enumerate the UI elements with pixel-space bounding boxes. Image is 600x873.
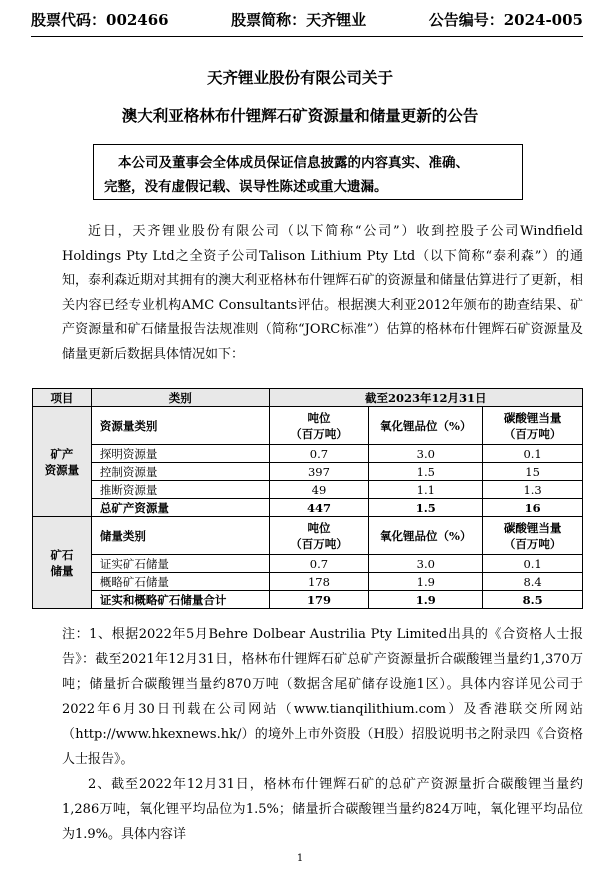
- notes-section: [62, 622, 583, 847]
- resource-reserve-table: [32, 388, 583, 609]
- resource-cat-header: 资源量类别: [91, 407, 269, 445]
- resource-total-row: [33, 499, 583, 517]
- row-lce: 0.1: [483, 445, 583, 463]
- row-tonnage: 178: [269, 573, 369, 591]
- announcement-header: [31, 9, 583, 31]
- resource-grade-header: 氧化锂品位（%）: [369, 407, 483, 445]
- row-tonnage: 179: [269, 591, 369, 609]
- row-category: 推断资源量: [91, 481, 269, 499]
- row-tonnage: 49: [269, 481, 369, 499]
- reserve-cat-header: 储量类别: [91, 517, 269, 555]
- reserve-subheader-row: [33, 517, 583, 555]
- row-grade: 1.5: [369, 499, 483, 517]
- row-tonnage: 0.7: [269, 555, 369, 573]
- row-lce: 0.1: [483, 555, 583, 573]
- row-grade: 3.0: [369, 555, 483, 573]
- stock-code: 股票代码：002466: [31, 11, 169, 29]
- row-grade: 1.9: [369, 573, 483, 591]
- table-row: [33, 573, 583, 591]
- reserve-group-label: 矿石 储量: [33, 517, 92, 609]
- row-lce: 1.3: [483, 481, 583, 499]
- resource-group-label: 矿产 资源量: [33, 407, 92, 517]
- resource-subheader-row: [33, 407, 583, 445]
- row-category: 总矿产资源量: [91, 499, 269, 517]
- title-line-2: 澳大利亚格林布什锂辉石矿资源量和储量更新的公告: [121, 106, 479, 125]
- page-number: 1: [296, 853, 304, 864]
- row-grade: 3.0: [369, 445, 483, 463]
- col-header-item: 项目: [33, 389, 92, 407]
- row-category: 探明资源量: [91, 445, 269, 463]
- reserve-grade-header: 氧化锂品位（%）: [369, 517, 483, 555]
- resource-lce-header: 碳酸锂当量 （百万吨）: [483, 407, 583, 445]
- stock-name: 股票简称：天齐锂业: [231, 11, 367, 29]
- table-row: [33, 481, 583, 499]
- row-tonnage: 447: [269, 499, 369, 517]
- reserve-lce-header: 碳酸锂当量 （百万吨）: [483, 517, 583, 555]
- table-row: [33, 463, 583, 481]
- note-2: 2、截至2022年12月31日，格林布什锂辉石矿的总矿产资源量折合碳酸锂当量约1,286万吨，氧化锂平均品位为1.5%；储量折合碳酸锂当量约824万吨，氧化锂平均品位为1.9%。具体内容详: [62, 777, 583, 842]
- row-grade: 1.9: [369, 591, 483, 609]
- row-category: 证实和概略矿石储量合计: [91, 591, 269, 609]
- header-divider: [31, 36, 583, 37]
- table-row: [33, 445, 583, 463]
- col-header-category: 类别: [91, 389, 269, 407]
- col-header-date: 截至2023年12月31日: [269, 389, 582, 407]
- notice-number: 公告编号：2024-005: [428, 11, 583, 29]
- intro-paragraph: 近日，天齐锂业股份有限公司（以下简称“公司”）收到控股子公司Windfield Holdings Pty Ltd之全资子公司Talison Lithium Pty Ltd（以下简称“泰利森”）的通知，泰利森近期对其拥有的澳大利亚格林布什锂辉石矿的资源量和储量估算进行了更新，相关内容已经专业机构AMC Consultants评估。根据澳大利亚2012年颁布的勘查结果、矿产资源量和矿石储量报告法规准则（简称“JORC标准”）估算的格林布什锂辉石矿资源量及储量更新后数据具体情况如下：: [62, 224, 583, 362]
- row-lce: 16: [483, 499, 583, 517]
- row-category: 概略矿石储量: [91, 573, 269, 591]
- body-section: [62, 220, 583, 367]
- row-lce: 15: [483, 463, 583, 481]
- reserve-tonnage-header: 吨位 （百万吨）: [269, 517, 369, 555]
- row-tonnage: 0.7: [269, 445, 369, 463]
- disclosure-line-2: 完整，没有虚假记载、误导性陈述或重大遗漏。: [104, 179, 388, 195]
- row-category: 控制资源量: [91, 463, 269, 481]
- disclosure-line-1: 本公司及董事会全体成员保证信息披露的内容真实、准确、: [118, 155, 469, 171]
- resource-tonnage-header: 吨位 （百万吨）: [269, 407, 369, 445]
- table-header-row: [33, 389, 583, 407]
- reserve-total-row: [33, 591, 583, 609]
- disclosure-statement-box: [93, 144, 523, 200]
- row-lce: 8.5: [483, 591, 583, 609]
- row-category: 证实矿石储量: [91, 555, 269, 573]
- row-tonnage: 397: [269, 463, 369, 481]
- row-grade: 1.1: [369, 481, 483, 499]
- row-lce: 8.4: [483, 573, 583, 591]
- table-row: [33, 555, 583, 573]
- row-grade: 1.5: [369, 463, 483, 481]
- title-line-1: 天齐锂业股份有限公司关于: [206, 68, 393, 87]
- note-1: 注：1、根据2022年5月Behre Dolbear Austrilia Pty Limited出具的《合资格人士报告》：截至2021年12月31日，格林布什锂辉石矿总矿产资源量折合碳酸锂当量约1,370万吨；储量折合碳酸锂当量约870万吨（数据含尾矿储存设施1区）。具体内容详见公司于2022年6月30日刊载在公司网站（www.tianqilithium.com）及香港联交所网站（http://www.hkexnews.hk/）的境外上市外资股（H股）招股说明书之附录四《合资格人士报告》。: [62, 627, 583, 767]
